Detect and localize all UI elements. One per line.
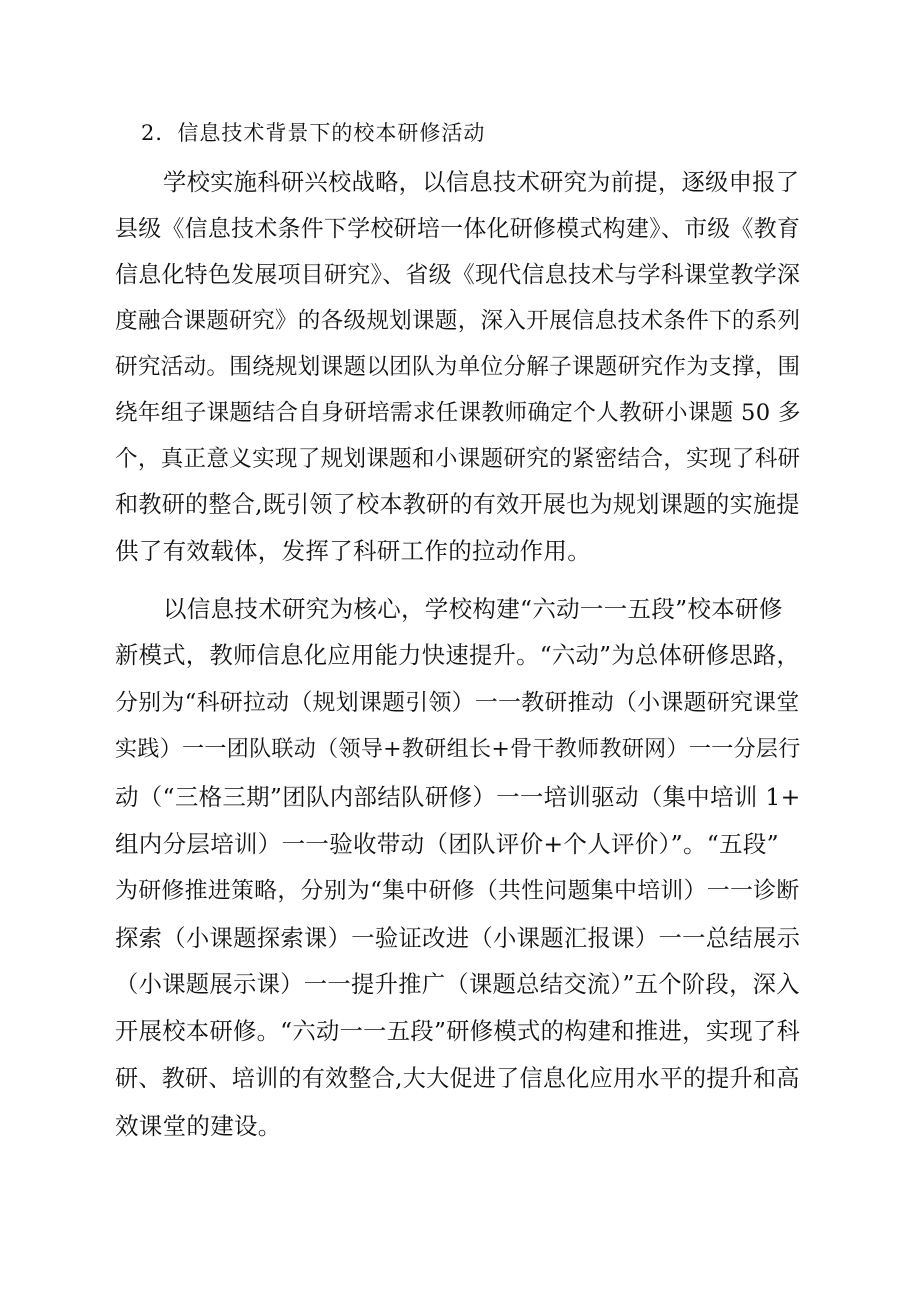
paragraph-2-line: 为研修推进策略，分别为“集中研修（共性问题集中培训）一一诊断: [115, 878, 800, 904]
paragraph-1-line: 个，真正意义实现了规划课题和小课题研究的紧密结合，实现了科研: [115, 446, 801, 472]
paragraph-2-line: 开展校本研修。“六动一一五段”研修模式的构建和推进，实现了科: [115, 1018, 801, 1045]
paragraph-2-line: 效课堂的建设。: [115, 1112, 282, 1140]
paragraph-1-line: 和教研的整合,既引领了校本教研的有效开展也为规划课题的实施提: [115, 492, 800, 518]
section-heading: 2．信息技术背景下的校本研修活动: [141, 121, 486, 145]
paragraph-2-line: 动（“三格三期”团队内部结队研修）一一培训驱动（集中培训 1+: [115, 783, 801, 811]
paragraph-2-line: （小课题展示课）一一提升推广（课题总结交流）”五个阶段，深入: [115, 971, 800, 998]
paragraph-2-line: 新模式，教师信息化应用能力快速提升。“六动”为总体研修思路，: [115, 642, 801, 669]
paragraph-2-line: 探索（小课题探索课）一验证改进（小课题汇报课）一一总结展示: [115, 924, 801, 952]
paragraph-1-line: 学校实施科研兴校战略，以信息技术研究为前提，逐级申报了: [163, 169, 800, 196]
paragraph-2-line: 组内分层培训）一一验收带动（团队评价+个人评价）”。“五段”: [115, 830, 779, 858]
paragraph-2-line: 研、教研、培训的有效整合,大大促进了信息化应用水平的提升和高: [115, 1066, 800, 1092]
paragraph-1-line: 绕年组子课题结合自身研培需求任课教师确定个人教研小课题 50 多: [115, 400, 801, 426]
paragraph-2-line: 以信息技术研究为核心，学校构建“六动一一五段”校本研修: [163, 595, 783, 623]
paragraph-1-line: 供了有效载体，发挥了科研工作的拉动作用。: [115, 537, 591, 565]
paragraph-1-line: 度融合课题研究》的各级规划课题，深入开展信息技术条件下的系列: [115, 308, 801, 334]
paragraph-1-line: 研究活动。围绕规划课题以团队为单位分解子课题研究作为支撑，围: [115, 354, 801, 380]
paragraph-2-line: 分别为“科研拉动（规划课题引领）一一教研推动（小课题研究课堂: [115, 690, 800, 716]
paragraph-1-line: 信息化特色发展项目研究》、省级《现代信息技术与学科课堂教学深: [115, 262, 801, 288]
paragraph-2-line: 实践）一一团队联动（领导+教研组长+骨干教师教研网）一一分层行: [115, 737, 801, 762]
paragraph-1-line: 县级《信息技术条件下学校研培一体化研修模式构建》、市级《教育: [115, 216, 801, 242]
